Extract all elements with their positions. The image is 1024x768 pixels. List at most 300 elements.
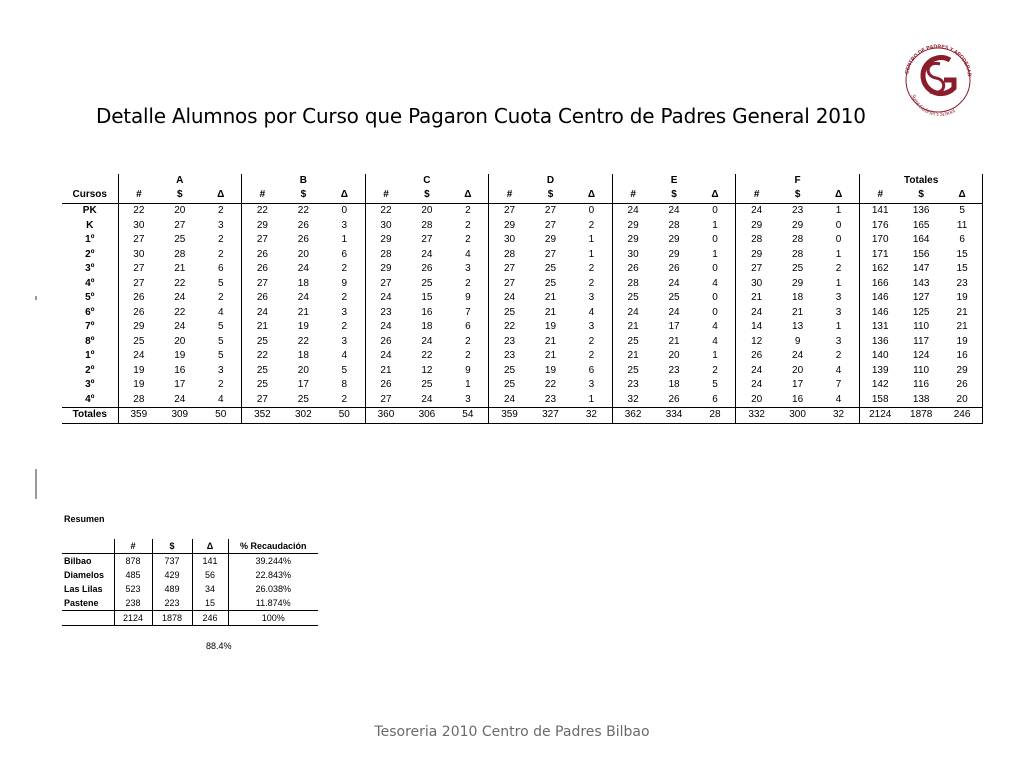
table-cell: 158 bbox=[859, 393, 900, 408]
table-cell: 28 bbox=[668, 219, 680, 231]
table-cell: 29 bbox=[736, 219, 777, 234]
table-cell: 2 bbox=[465, 205, 471, 216]
table-cell: 3 bbox=[835, 292, 842, 303]
table-cell: 22 bbox=[489, 320, 530, 335]
resumen-header: Δ bbox=[192, 539, 228, 554]
table-cell: 30 bbox=[365, 219, 406, 234]
table-row bbox=[62, 277, 983, 292]
table-cell: 2 bbox=[465, 277, 471, 289]
row-label: 6º bbox=[85, 306, 95, 318]
table-cell: 1 bbox=[835, 248, 842, 260]
table-row bbox=[62, 349, 983, 364]
table-cell: 27 bbox=[365, 277, 406, 292]
table-cell: 146 bbox=[859, 291, 900, 306]
group-header-spacer bbox=[200, 174, 241, 187]
table-cell: 19 bbox=[174, 350, 186, 361]
table-cell: 2 bbox=[465, 234, 471, 245]
table-cell: 29 bbox=[489, 219, 530, 234]
table-cell: 26 bbox=[668, 263, 680, 274]
table-cell: 24 bbox=[421, 393, 433, 405]
table-cell: 127 bbox=[912, 292, 930, 303]
totals-cell: 352 bbox=[242, 408, 283, 424]
table-cell: 26 bbox=[242, 248, 283, 263]
table-cell: 19 bbox=[942, 291, 983, 306]
table-cell: 176 bbox=[859, 219, 900, 234]
table-cell: 26 bbox=[736, 349, 777, 364]
table-row bbox=[62, 291, 983, 306]
resumen-cell: 223 bbox=[152, 596, 192, 611]
table-cell: 19 bbox=[544, 321, 557, 332]
table-cell: 25 bbox=[118, 335, 159, 350]
table-cell: 17 bbox=[174, 379, 186, 390]
table-cell: 26 bbox=[297, 234, 309, 245]
school-crest-icon bbox=[896, 30, 980, 120]
table-cell: 165 bbox=[912, 219, 930, 231]
sub-header: # bbox=[365, 187, 406, 204]
sub-header: $ bbox=[530, 187, 571, 204]
table-cell: 1 bbox=[465, 379, 471, 390]
table-cell: 2 bbox=[588, 219, 595, 231]
table-cell: 23 bbox=[365, 306, 406, 321]
table-cell: 2 bbox=[217, 292, 224, 303]
totals-cell: 54 bbox=[448, 408, 489, 424]
table-cell: 30 bbox=[118, 248, 159, 263]
group-header-spacer bbox=[942, 174, 983, 187]
table-cell: 110 bbox=[913, 364, 930, 376]
sub-header: $ bbox=[406, 187, 447, 204]
table-cell: 0 bbox=[341, 205, 348, 216]
table-row bbox=[62, 364, 983, 379]
resumen-cell: 489 bbox=[152, 582, 192, 596]
table-cell: 139 bbox=[859, 364, 900, 379]
table-cell: 5 bbox=[217, 350, 224, 361]
table-cell: 6 bbox=[217, 263, 224, 274]
table-row bbox=[62, 262, 983, 277]
table-cell: 8 bbox=[341, 379, 348, 390]
header-group-row bbox=[62, 174, 983, 187]
table-cell: 28 bbox=[736, 233, 777, 248]
table-cell: 27 bbox=[544, 219, 557, 231]
row-label: 4º bbox=[85, 393, 95, 405]
table-cell: 20 bbox=[297, 248, 309, 260]
table-cell: 29 bbox=[942, 364, 983, 379]
table-cell: 5 bbox=[942, 204, 983, 219]
sub-header: $ bbox=[283, 187, 324, 204]
totals-cell: 362 bbox=[612, 408, 653, 424]
totals-cell: 309 bbox=[159, 408, 200, 424]
table-cell: 29 bbox=[668, 234, 680, 245]
table-cell: 20 bbox=[736, 393, 777, 408]
table-cell: 138 bbox=[912, 393, 930, 405]
group-header-spacer bbox=[448, 174, 489, 187]
table-cell: 2 bbox=[588, 335, 595, 347]
group-header-spacer bbox=[859, 174, 900, 187]
table-cell: 156 bbox=[912, 248, 930, 260]
table-cell: 16 bbox=[792, 393, 804, 405]
resumen-cell: 26.038% bbox=[228, 582, 318, 596]
table-cell: 23 bbox=[942, 277, 983, 292]
table-cell: 27 bbox=[118, 262, 159, 277]
table-cell: 24 bbox=[242, 306, 283, 321]
table-cell: 24 bbox=[489, 393, 530, 408]
table-cell: 25 bbox=[792, 263, 804, 274]
table-cell: 0 bbox=[835, 219, 842, 231]
table-cell: 30 bbox=[118, 219, 159, 234]
table-cell: 24 bbox=[736, 364, 777, 379]
group-header: E bbox=[670, 175, 678, 186]
table-cell: 25 bbox=[544, 277, 557, 289]
table-cell: 164 bbox=[912, 234, 930, 245]
table-cell: 7 bbox=[465, 306, 471, 318]
resumen-row bbox=[62, 568, 318, 582]
table-cell: 3 bbox=[465, 263, 471, 274]
table-cell: 12 bbox=[421, 364, 433, 376]
table-cell: 29 bbox=[792, 219, 804, 231]
resumen-row bbox=[62, 596, 318, 611]
table-cell: 3 bbox=[217, 364, 224, 376]
table-cell: 6 bbox=[341, 248, 348, 260]
resumen-cell: 34 bbox=[192, 582, 228, 596]
table-cell: 15 bbox=[421, 292, 433, 303]
table-cell: 27 bbox=[544, 248, 557, 260]
row-label: 3º bbox=[85, 379, 95, 390]
table-row bbox=[62, 219, 983, 234]
row-label: 1º bbox=[85, 350, 95, 361]
totals-cell: 1878 bbox=[901, 408, 942, 424]
sub-header: $ bbox=[901, 187, 942, 204]
table-cell: 25 bbox=[612, 291, 653, 306]
table-cell: 21 bbox=[174, 263, 186, 274]
table-cell: 141 bbox=[859, 204, 900, 219]
resumen-row-label: Diamelos bbox=[64, 570, 105, 580]
table-cell: 26 bbox=[118, 306, 159, 321]
table-cell: 166 bbox=[859, 277, 900, 292]
totals-cell: 332 bbox=[736, 408, 777, 424]
table-cell: 21 bbox=[942, 320, 983, 335]
group-header: B bbox=[299, 175, 307, 186]
resumen-row-label: Bilbao bbox=[64, 556, 92, 566]
table-cell: 25 bbox=[242, 378, 283, 393]
table-cell: 140 bbox=[859, 349, 900, 364]
group-header-spacer bbox=[695, 174, 736, 187]
group-header: C bbox=[423, 175, 431, 186]
resumen-table bbox=[62, 539, 318, 626]
table-cell: 29 bbox=[242, 219, 283, 234]
table-cell: 27 bbox=[242, 393, 283, 408]
group-header: Totales bbox=[904, 175, 939, 186]
table-cell: 2 bbox=[217, 248, 224, 260]
table-cell: 9 bbox=[465, 292, 471, 303]
table-cell: 24 bbox=[668, 277, 680, 289]
table-cell: 26 bbox=[612, 262, 653, 277]
table-cell: 24 bbox=[365, 349, 406, 364]
totals-cell: 50 bbox=[200, 408, 241, 424]
table-cell: 20 bbox=[792, 364, 804, 376]
table-cell: 21 bbox=[942, 306, 983, 321]
table-cell: 22 bbox=[297, 205, 309, 216]
table-cell: 27 bbox=[118, 277, 159, 292]
table-cell: 0 bbox=[712, 292, 718, 303]
table-cell: 1 bbox=[835, 277, 842, 289]
table-cell: 9 bbox=[794, 335, 801, 347]
table-cell: 23 bbox=[612, 378, 653, 393]
sub-header: $ bbox=[653, 187, 694, 204]
table-cell: 24 bbox=[421, 248, 433, 260]
table-cell: 28 bbox=[118, 393, 159, 408]
table-cell: 22 bbox=[544, 379, 557, 390]
table-cell: 29 bbox=[118, 320, 159, 335]
table-cell: 25 bbox=[421, 379, 433, 390]
table-cell: 28 bbox=[489, 248, 530, 263]
table-cell: 2 bbox=[835, 350, 842, 361]
table-cell: 26 bbox=[297, 219, 309, 231]
table-cell: 4 bbox=[712, 335, 718, 347]
sub-header: $ bbox=[159, 187, 200, 204]
table-cell: 1 bbox=[588, 393, 595, 405]
table-cell: 21 bbox=[242, 320, 283, 335]
table-cell: 18 bbox=[297, 277, 309, 289]
table-cell: 24 bbox=[489, 291, 530, 306]
sub-header: $ bbox=[777, 187, 818, 204]
sub-header: # bbox=[489, 187, 530, 204]
sub-header: Δ bbox=[942, 187, 983, 204]
table-cell: 25 bbox=[612, 364, 653, 379]
table-cell: 162 bbox=[859, 262, 900, 277]
table-cell: 2 bbox=[217, 234, 224, 245]
table-cell: 21 bbox=[612, 349, 653, 364]
table-cell: 19 bbox=[297, 321, 309, 332]
table-cell: 23 bbox=[544, 393, 557, 405]
totals-cell: 28 bbox=[695, 408, 736, 424]
table-cell: 0 bbox=[588, 205, 595, 216]
resumen-row bbox=[62, 554, 318, 569]
totals-cell: 32 bbox=[818, 408, 859, 424]
table-cell: 30 bbox=[612, 248, 653, 263]
svg-text:Saint Gabriel's School bbox=[910, 94, 957, 118]
table-cell: 15 bbox=[942, 262, 983, 277]
table-cell: 1 bbox=[588, 248, 595, 260]
table-cell: 3 bbox=[465, 393, 471, 405]
table-cell: 21 bbox=[297, 306, 309, 318]
scan-mark bbox=[35, 469, 37, 499]
group-header-spacer bbox=[324, 174, 365, 187]
resumen-corner bbox=[62, 539, 114, 554]
row-label: PK bbox=[82, 205, 97, 216]
table-cell: 23 bbox=[792, 205, 804, 216]
totals-row bbox=[62, 408, 983, 424]
table-cell: 4 bbox=[835, 364, 842, 376]
table-cell: 27 bbox=[489, 277, 530, 292]
table-cell: 24 bbox=[365, 291, 406, 306]
table-row bbox=[62, 233, 983, 248]
table-cell: 3 bbox=[341, 306, 348, 318]
table-cell: 2 bbox=[465, 219, 471, 231]
table-cell: 26 bbox=[942, 378, 983, 393]
group-header-spacer bbox=[571, 174, 612, 187]
table-cell: 19 bbox=[118, 378, 159, 393]
table-cell: 17 bbox=[792, 379, 804, 390]
table-cell: 2 bbox=[217, 379, 224, 390]
table-cell: 21 bbox=[736, 291, 777, 306]
table-cell: 25 bbox=[489, 364, 530, 379]
table-cell: 16 bbox=[942, 349, 983, 364]
totals-cell: 327 bbox=[530, 408, 571, 424]
table-cell: 0 bbox=[712, 234, 718, 245]
totals-label: Totales bbox=[62, 408, 118, 424]
table-cell: 25 bbox=[544, 263, 557, 274]
table-cell: 0 bbox=[712, 263, 718, 274]
table-cell: 171 bbox=[859, 248, 900, 263]
table-cell: 5 bbox=[341, 364, 348, 376]
sub-header: # bbox=[736, 187, 777, 204]
sub-header: # bbox=[612, 187, 653, 204]
group-header: F bbox=[794, 175, 801, 186]
table-cell: 24 bbox=[421, 335, 433, 347]
sub-header: Δ bbox=[695, 187, 736, 204]
table-row bbox=[62, 320, 983, 335]
row-label: 1º bbox=[85, 234, 95, 245]
table-cell: 28 bbox=[792, 234, 804, 245]
table-cell: 1 bbox=[835, 205, 842, 216]
table-cell: 26 bbox=[421, 263, 433, 274]
resumen-row-label: Pastene bbox=[62, 596, 114, 611]
table-cell: 29 bbox=[544, 234, 557, 245]
table-cell: 24 bbox=[792, 350, 804, 361]
table-cell: 27 bbox=[489, 262, 530, 277]
table-cell: 2 bbox=[341, 321, 348, 332]
table-cell: 20 bbox=[174, 205, 186, 216]
resumen-header: $ bbox=[152, 539, 192, 554]
detalle-table bbox=[62, 174, 983, 424]
table-cell: 23 bbox=[489, 335, 530, 350]
table-cell: 16 bbox=[174, 364, 186, 376]
resumen-header: % Recaudación bbox=[228, 539, 318, 554]
table-cell: 26 bbox=[365, 378, 406, 393]
table-cell: 24 bbox=[612, 204, 653, 219]
table-cell: 22 bbox=[421, 350, 433, 361]
table-cell: 24 bbox=[297, 292, 309, 303]
table-cell: 32 bbox=[612, 393, 653, 408]
group-header: A bbox=[176, 175, 184, 186]
table-cell: 3 bbox=[341, 335, 348, 347]
table-cell: 17 bbox=[668, 321, 680, 332]
table-cell: 24 bbox=[736, 204, 777, 219]
table-cell: 12 bbox=[736, 335, 777, 350]
table-cell: 29 bbox=[365, 233, 406, 248]
sub-header: # bbox=[242, 187, 283, 204]
table-cell: 1 bbox=[712, 350, 718, 361]
table-cell: 2 bbox=[217, 205, 224, 216]
table-cell: 27 bbox=[489, 204, 530, 219]
totals-cell: 306 bbox=[406, 408, 447, 424]
table-cell: 2 bbox=[588, 277, 595, 289]
resumen-cell: 238 bbox=[114, 596, 152, 611]
resumen-total-label bbox=[62, 611, 114, 626]
group-header-spacer bbox=[489, 174, 530, 187]
table-cell: 24 bbox=[736, 378, 777, 393]
group-header: D bbox=[546, 175, 555, 186]
table-cell: 28 bbox=[792, 248, 804, 260]
resumen-total-cell: 246 bbox=[192, 611, 228, 626]
table-row bbox=[62, 248, 983, 263]
row-label: K bbox=[86, 219, 94, 231]
table-cell: 27 bbox=[118, 233, 159, 248]
table-cell: 24 bbox=[736, 306, 777, 321]
table-cell: 24 bbox=[174, 393, 186, 405]
table-cell: 22 bbox=[242, 204, 283, 219]
table-cell: 22 bbox=[365, 204, 406, 219]
totals-cell: 302 bbox=[283, 408, 324, 424]
school-logo bbox=[896, 30, 980, 120]
table-cell: 124 bbox=[912, 350, 930, 361]
row-label: 4º bbox=[85, 277, 95, 289]
logo-text-bottom: Saint Gabriel's School bbox=[909, 93, 957, 119]
table-cell: 28 bbox=[421, 219, 433, 231]
resumen-total-row bbox=[62, 611, 318, 626]
table-cell: 25 bbox=[421, 277, 433, 289]
resumen-total-cell: 1878 bbox=[152, 611, 192, 626]
logo-text-top: CENTRO DE PADRES Y APODERAD bbox=[904, 43, 973, 77]
footer: Tesoreria 2010 Centro de Padres Bilbao bbox=[374, 724, 650, 740]
row-label: 2º bbox=[85, 364, 95, 376]
table-cell: 1 bbox=[712, 219, 718, 231]
table-cell: 125 bbox=[912, 306, 930, 318]
table-cell: 6 bbox=[712, 393, 718, 405]
scan-mark bbox=[35, 296, 37, 300]
resumen-total-cell: 2124 bbox=[114, 611, 152, 626]
table-cell: 21 bbox=[792, 306, 804, 318]
table-row bbox=[62, 204, 983, 219]
table-cell: 2 bbox=[712, 364, 718, 376]
resumen-row bbox=[62, 582, 318, 596]
table-cell: 22 bbox=[118, 204, 159, 219]
table-cell: 3 bbox=[588, 379, 595, 390]
table-row bbox=[62, 306, 983, 321]
table-row bbox=[62, 378, 983, 393]
table-cell: 23 bbox=[668, 364, 680, 376]
table-cell: 25 bbox=[489, 378, 530, 393]
table-cell: 18 bbox=[668, 379, 680, 390]
table-cell: 24 bbox=[174, 292, 186, 303]
table-cell: 26 bbox=[118, 291, 159, 306]
table-cell: 22 bbox=[174, 277, 186, 289]
sub-header: # bbox=[859, 187, 900, 204]
totals-cell: 32 bbox=[571, 408, 612, 424]
table-cell: 6 bbox=[942, 233, 983, 248]
table-cell: 18 bbox=[792, 292, 804, 303]
table-cell: 3 bbox=[588, 292, 595, 303]
table-cell: 147 bbox=[912, 263, 930, 274]
totals-cell: 359 bbox=[118, 408, 159, 424]
table-cell: 27 bbox=[174, 219, 186, 231]
resumen-cell: 11.874% bbox=[228, 596, 318, 611]
row-label: 7º bbox=[85, 321, 95, 332]
page-title: Detalle Alumnos por Curso que Pagaron Cuota Centro de Padres General 2010 bbox=[96, 104, 866, 128]
group-header-spacer bbox=[612, 174, 653, 187]
group-header-spacer bbox=[818, 174, 859, 187]
table-cell: 24 bbox=[118, 349, 159, 364]
table-cell: 24 bbox=[612, 306, 653, 321]
table-cell: 29 bbox=[668, 248, 680, 260]
table-cell: 19 bbox=[544, 364, 557, 376]
resumen-total-cell: 100% bbox=[228, 611, 318, 626]
table-cell: 28 bbox=[612, 277, 653, 292]
table-cell: 1 bbox=[588, 234, 595, 245]
sub-header: Δ bbox=[200, 187, 241, 204]
resumen-cell: 15 bbox=[192, 596, 228, 611]
table-cell: 16 bbox=[421, 306, 433, 318]
table-cell: 26 bbox=[365, 335, 406, 350]
